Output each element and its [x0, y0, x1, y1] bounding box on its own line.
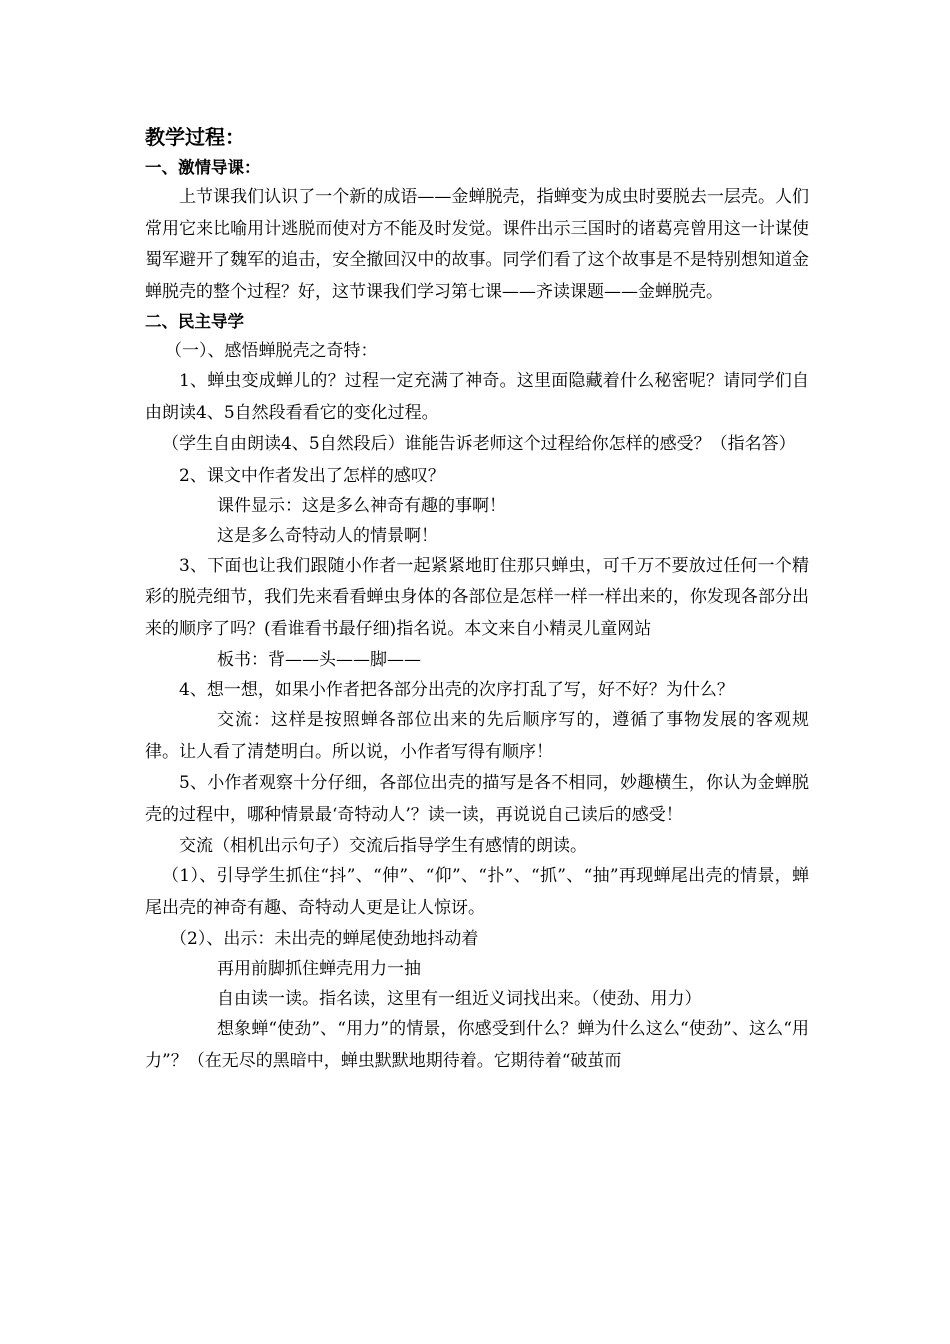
paragraph-exchange-reading: 交流（相机出示句子）交流后指导学生有感情的朗读。: [179, 836, 587, 856]
document-title: 教学过程：: [145, 125, 245, 149]
paragraph-imagine: 想象蝉“使劲”、“用力”的情景，你感受到什么？蝉为什么这么“使劲”、这么“用力”？（在无尽的黑暗中，蝉虫默默地期待着。它期待着“破茧而: [145, 1019, 809, 1071]
courseware-line-2: 这是多么奇特动人的情景啊！: [217, 525, 438, 546]
section-heading-guided-learning: 二、民主导学: [145, 312, 244, 331]
document-page: [145, 120, 809, 1077]
paragraph-guide-2: （2）、出示：未出壳的蝉尾使劲地抖动着: [170, 929, 479, 949]
courseware-line-1: 课件显示：这是多么神奇有趣的事啊！: [217, 495, 506, 516]
paragraph-step-1: 1、蝉虫变成蝉儿的？过程一定充满了神奇。这里面隐藏着什么秘密呢？请同学们自由朗读4、5自然段看看它的变化过程。: [145, 371, 809, 423]
paragraph-step-5: 5、小作者观察十分仔细，各部位出壳的描写是各不相同，妙趣横生，你认为金蝉脱壳的过程中，哪种情景最‘奇特动人’？读一读，再说说自己读后的感受！: [145, 773, 809, 825]
paragraph-guide-1: （1）、引导学生抓住“抖”、“伸”、“仰”、“扑”、“抓”、“抽”再现蝉尾出壳的情景，蝉尾出壳的神奇有趣、奇特动人更是让人惊讶。: [145, 866, 809, 918]
paragraph-student-reading: （学生自由朗读4、5自然段后）谁能告诉老师这个过程给你怎样的感受？（指名答）: [162, 434, 796, 454]
board-writing: 板书：背——头——脚——: [217, 650, 421, 670]
paragraph-step-4: 4、想一想，如果小作者把各部分出壳的次序打乱了写，好不好？为什么？: [179, 680, 734, 700]
display-line: 再用前脚抓住蝉壳用力一抽: [217, 959, 421, 979]
subsection-heading: （一）、感悟蝉脱壳之奇特：: [165, 341, 378, 361]
paragraph-step-2: 2、课文中作者发出了怎样的感叹？: [179, 465, 445, 486]
paragraph-step-3: 3、下面也让我们跟随小作者一起紧紧地盯住那只蝉虫，可千万不要放过任何一个精彩的脱壳细节，我们先来看看蝉虫身体的各部位是怎样一样一样出来的，你发现各部分出来的顺序了吗？(看谁看书最仔细)指名说。本文来自小精灵儿童网站: [145, 555, 809, 639]
paragraph-free-reading: 自由读一读。指名读，这里有一组近义词找出来。（使劲、用力）: [217, 989, 702, 1009]
paragraph-exchange: 交流：这样是按照蝉各部位出来的先后顺序写的，遵循了事物发展的客观规律。让人看了清楚明白。所以说，小作者写得有顺序！: [145, 710, 809, 762]
section-heading-intro: 一、激情导课：: [145, 158, 261, 177]
intro-paragraph: 上节课我们认识了一个新的成语——金蝉脱壳，指蝉变为成虫时要脱去一层壳。人们常用它来比喻用计逃脱而使对方不能及时发觉。课件出示三国时的诸葛亮曾用这一计谋使蜀军避开了魏军的追击，安全撤回汉中的故事。同学们看了这个故事是不是特别想知道金蝉脱壳的整个过程？好，这节课我们学习第七课——齐读课题——金蝉脱壳。: [145, 187, 809, 302]
